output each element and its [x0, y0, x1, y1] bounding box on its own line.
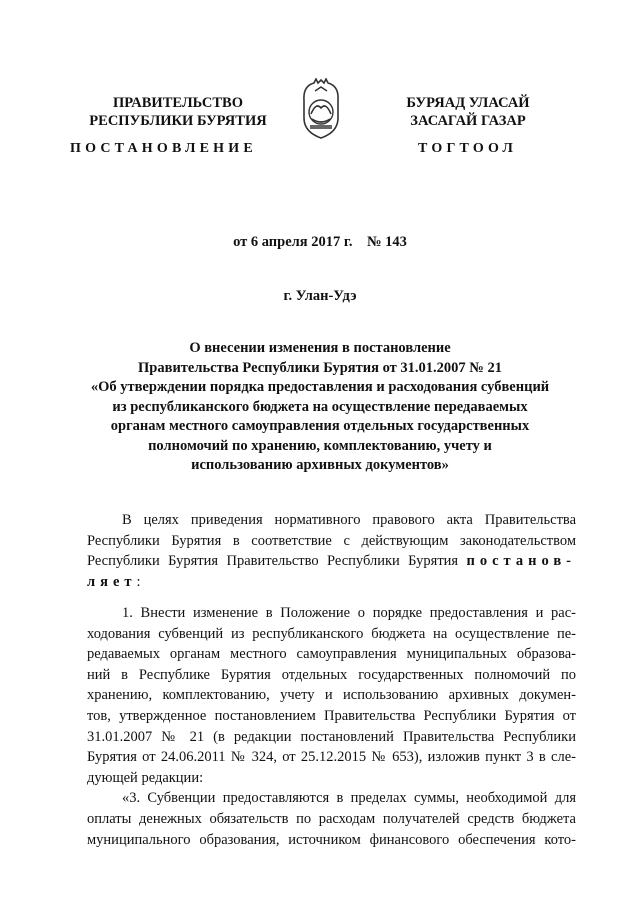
item-line: 1. Внести изменение в Положение о порядке предоставления и рас- — [122, 605, 576, 621]
item-line: дующей редакции: — [87, 769, 204, 786]
title-line: из республиканского бюджета на осуществление передаваемых — [112, 398, 528, 415]
item-line: «3. Субвенции предоставляются в пределах суммы, необходимой для — [122, 790, 576, 807]
decree-label-russian: ПОСТАНОВЛЕНИЕ — [70, 141, 257, 156]
item-1-paragraph — [87, 603, 576, 850]
preamble-line: Республики Бурятия в соответствие с действующим законодательством — [87, 532, 576, 549]
decree-city: г. Улан-Удэ — [283, 288, 357, 304]
title-line: Правительства Республики Бурятия от 31.01.2007 № 21 — [138, 359, 502, 376]
item-line: муниципального образования, источником финансового обеспечения кото- — [87, 831, 576, 848]
header-right-line-2: ЗАСАГАЙ ГАЗАР — [410, 113, 526, 129]
buryatia-coat-of-arms-icon — [298, 78, 344, 140]
preamble-line-3 — [87, 551, 576, 572]
decree-label-buryat: ТОГТООЛ — [418, 141, 518, 156]
item-line: ний в Республике Бурятия отдельных государственных полномочий по — [87, 666, 576, 683]
header-left-government — [60, 94, 296, 130]
title-line: использованию архивных документов» — [191, 457, 449, 473]
item-line: Бурятия от 24.06.2011 № 324, от 25.12.2015 № 653), изложив пункт 3 в сле- — [87, 749, 576, 766]
title-line: «Об утверждении порядка предоставления и расходования субвенций — [90, 379, 550, 395]
preamble-line-text: Республики Бурятия Правительство Республики Бурятия — [87, 553, 459, 570]
header-right-government — [360, 94, 576, 130]
item-line: тов, утвержденное постановлением Правительства Республики Бурятия от — [87, 707, 576, 724]
preamble-paragraph — [87, 510, 576, 592]
title-line: полномочий по хранению, комплектованию, учету и — [148, 437, 492, 454]
decree-title — [60, 339, 580, 476]
header-left-line-2: РЕСПУБЛИКИ БУРЯТИЯ — [89, 113, 267, 129]
item-line: редаваемых органам местного самоуправления муниципальных образова- — [87, 646, 576, 663]
item-line: хранению, комплектованию, учету и использованию архивных докумен- — [87, 687, 576, 704]
title-line: О внесении изменения в постановление — [189, 340, 451, 356]
resolves-word-part-2: ляет — [87, 573, 137, 590]
resolves-word-part-1: постанов- — [466, 553, 577, 570]
item-line: 31.01.2007 № 21 (в редакции постановлений Правительства Республики — [87, 728, 576, 745]
preamble-colon: : — [136, 573, 141, 590]
title-line: органам местного самоуправления отдельных государственных — [110, 418, 530, 434]
header-left-line-1: ПРАВИТЕЛЬСТВО — [113, 95, 243, 111]
header-right-line-1: БУРЯАД УЛАСАЙ — [406, 95, 530, 111]
item-line: оплаты денежных обязательств по расходам получателей средств бюджета — [87, 810, 576, 827]
preamble-line-4 — [87, 572, 576, 593]
decree-date-number: от 6 апреля 2017 г. № 143 — [233, 234, 407, 250]
item-line: ходования субвенций из республиканского бюджета на осуществление пе- — [87, 625, 576, 642]
preamble-line: В целях приведения нормативного правового акта Правительства — [122, 512, 576, 528]
